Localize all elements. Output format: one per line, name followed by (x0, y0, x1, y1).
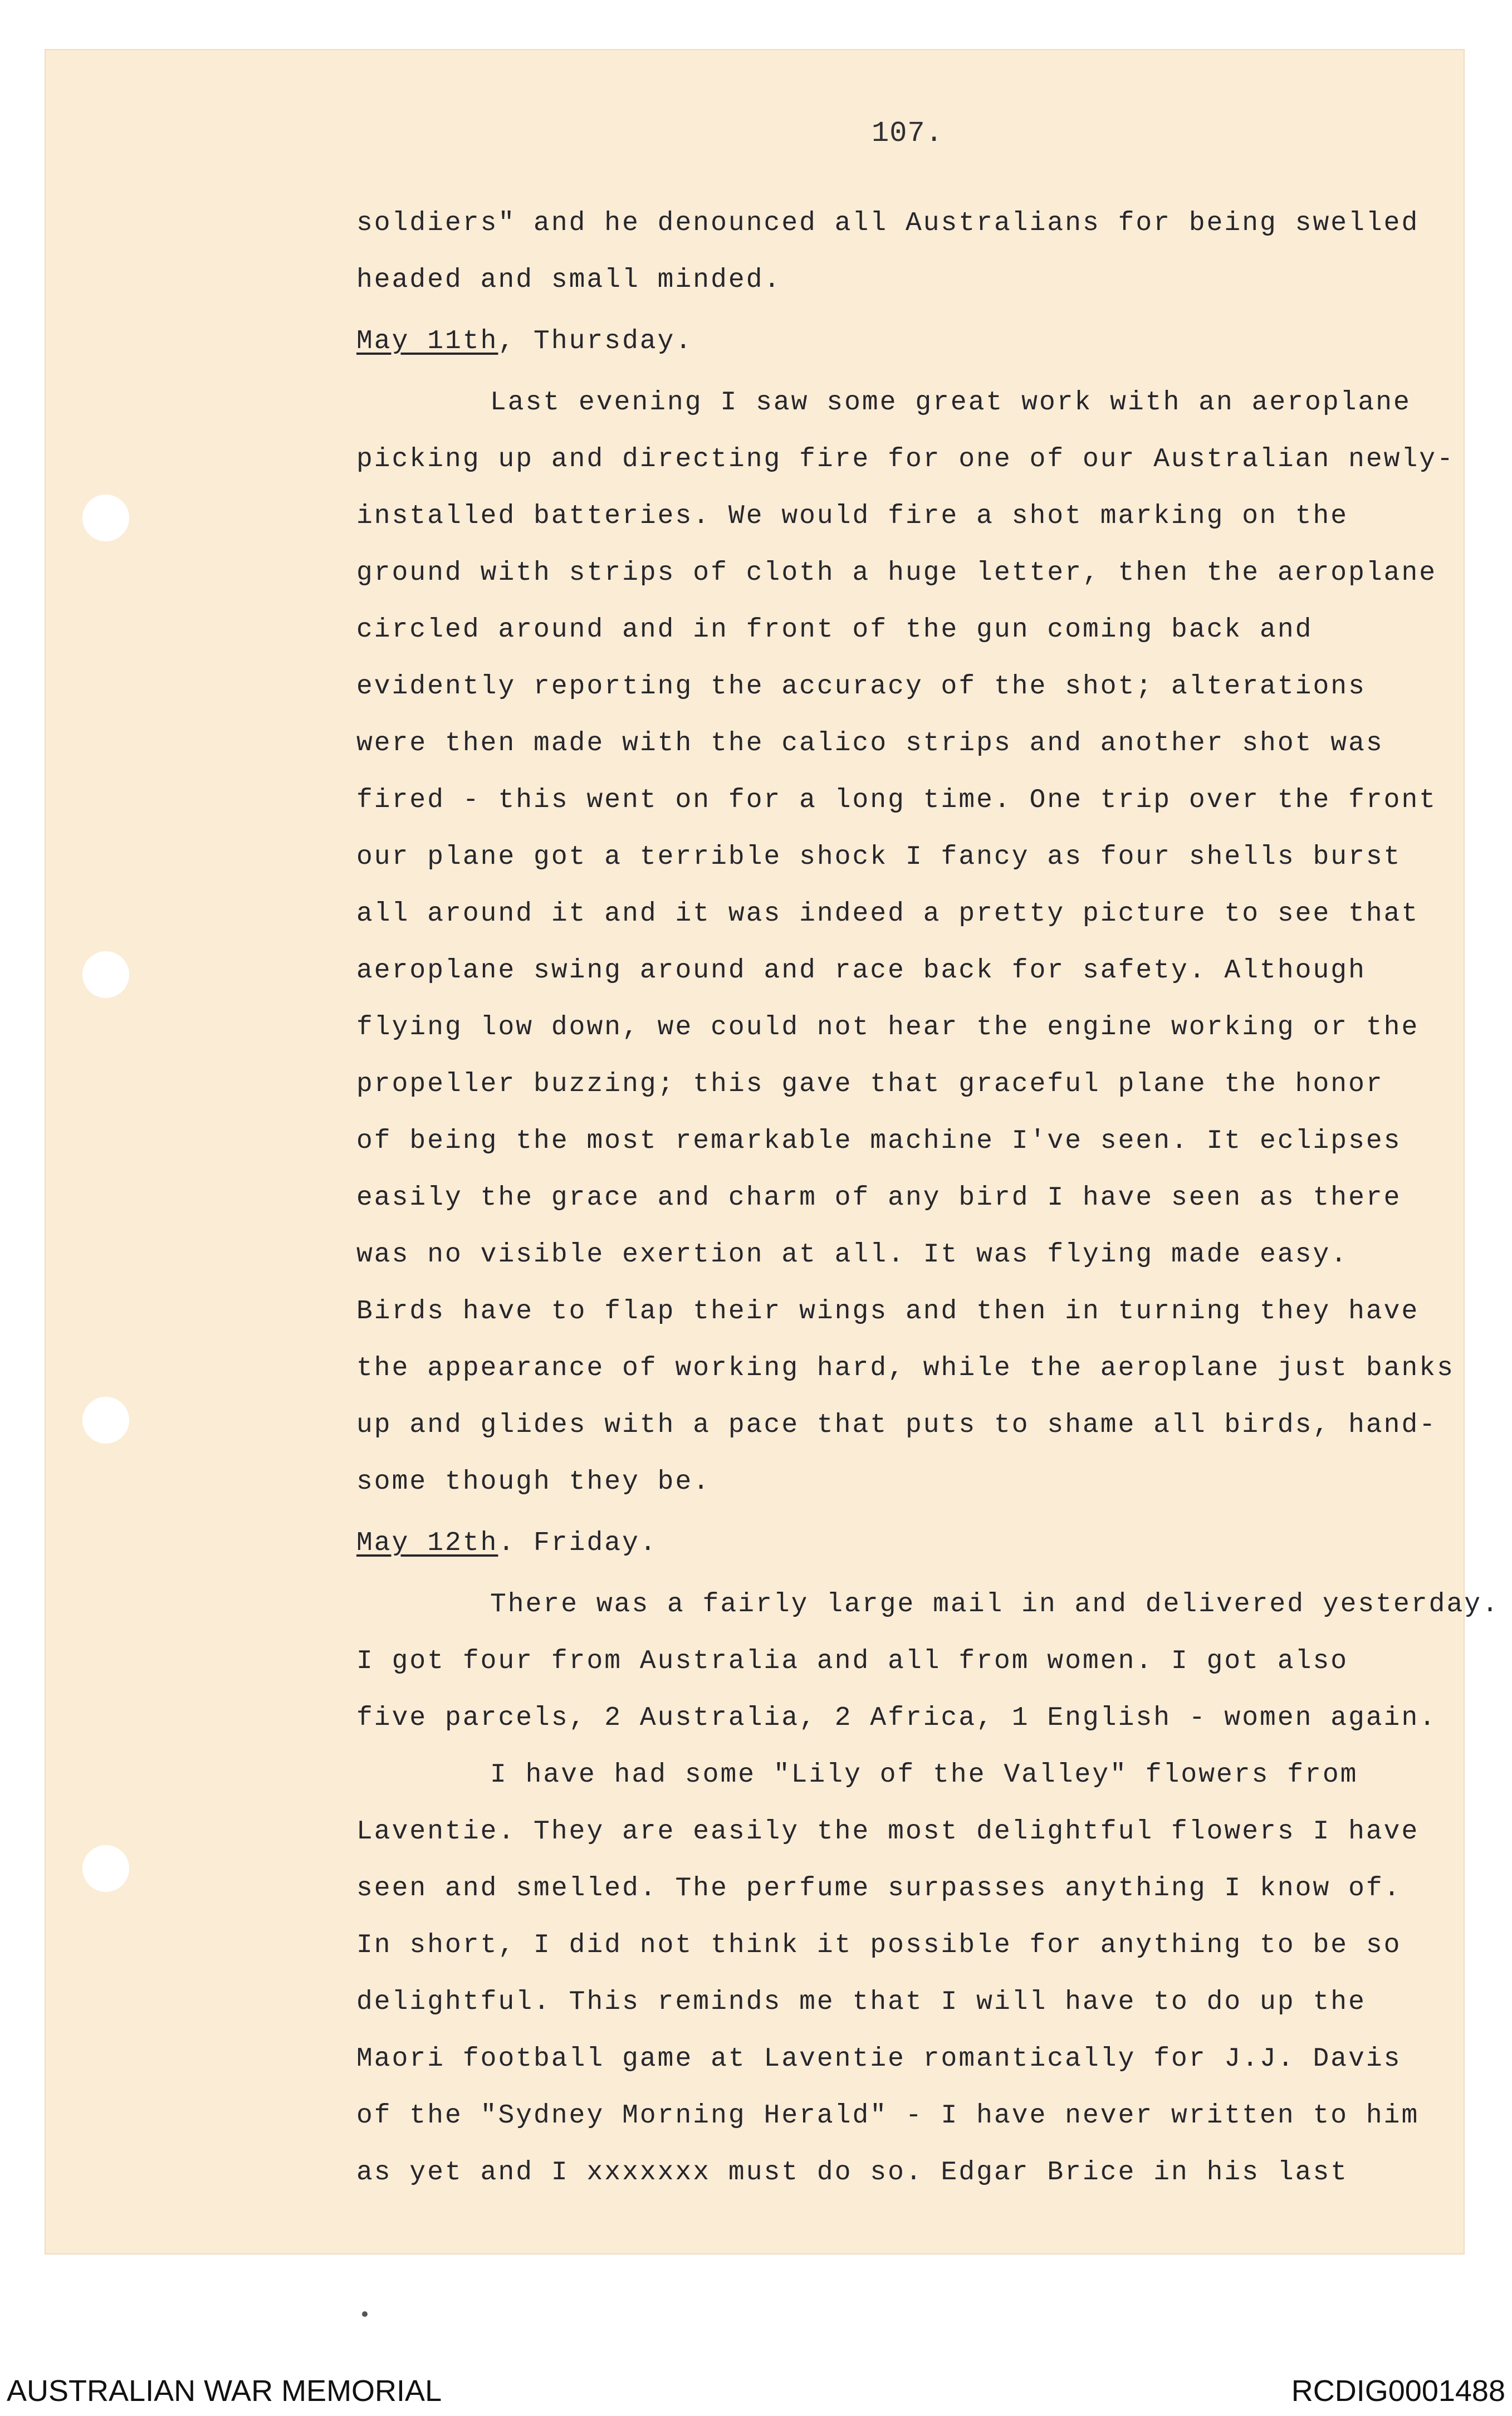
text-line: Laventie. They are easily the most delightful flowers I have (356, 1817, 1420, 1847)
text-line: up and glides with a pace that puts to shame all birds, hand- (356, 1410, 1437, 1440)
footer-archive-name: AUSTRALIAN WAR MEMORIAL (7, 2374, 442, 2408)
text-line: all around it and it was indeed a pretty picture to see that (356, 899, 1420, 929)
text-line: Maori football game at Laventie romantically for J.J. Davis (356, 2044, 1402, 2074)
date-weekday: . Friday. (498, 1528, 658, 1558)
text-line: Birds have to flap their wings and then in turning they have (356, 1297, 1420, 1327)
text-line: There was a fairly large mail in and delivered yesterday. (490, 1590, 1500, 1620)
text-line: installed batteries. We would fire a shot marking on the (356, 501, 1349, 531)
text-line: of being the most remarkable machine I've seen. It eclipses (356, 1126, 1402, 1156)
text-line: as yet and I xxxxxxx must do so. Edgar Brice in his last (356, 2158, 1349, 2188)
date-underlined: May 12th (356, 1528, 498, 1558)
typewritten-text (356, 195, 1500, 2201)
punch-hole (82, 1397, 129, 1444)
text-line: circled around and in front of the gun coming back and (356, 615, 1313, 645)
punch-hole (82, 495, 129, 541)
text-line: flying low down, we could not hear the engine working or the (356, 1013, 1420, 1043)
text-line: ground with strips of cloth a huge letter, then the aeroplane (356, 558, 1437, 588)
page-number: 107. (872, 117, 943, 150)
text-line: the appearance of working hard, while the aeroplane just banks (356, 1353, 1455, 1383)
text-line: were then made with the calico strips and another shot was (356, 728, 1384, 759)
text-line: I have had some "Lily of the Valley" flowers from (490, 1760, 1358, 1790)
text-line: our plane got a terrible shock I fancy as four shells burst (356, 842, 1402, 872)
punch-hole (82, 1845, 129, 1892)
text-line: In short, I did not think it possible for anything to be so (356, 1930, 1402, 1960)
text-line: five parcels, 2 Australia, 2 Africa, 1 English - women again. (356, 1703, 1437, 1733)
text-line: seen and smelled. The perfume surpasses anything I know of. (356, 1874, 1402, 1904)
text-line: aeroplane swing around and race back for safety. Although (356, 956, 1366, 986)
text-line: Last evening I saw some great work with an aeroplane (490, 388, 1411, 418)
text-line: delightful. This reminds me that I will have to do up the (356, 1987, 1366, 2017)
footer-record-id: RCDIG0001488 (1291, 2374, 1505, 2408)
text-line: soldiers" and he denounced all Australians for being swelled (356, 208, 1420, 238)
text-line: evidently reporting the accuracy of the shot; alterations (356, 672, 1366, 702)
text-line: I got four from Australia and all from women. I got also (356, 1646, 1349, 1676)
date-underlined: May 11th (356, 326, 498, 356)
text-line: of the "Sydney Morning Herald" - I have never written to him (356, 2101, 1420, 2131)
text-line: fired - this went on for a long time. One trip over the front (356, 785, 1437, 815)
text-line: easily the grace and charm of any bird I have seen as there (356, 1183, 1402, 1213)
text-line: propeller buzzing; this gave that graceful plane the honor (356, 1069, 1384, 1099)
text-line: was no visible exertion at all. It was flying made easy. (356, 1240, 1349, 1270)
text-line: headed and small minded. (356, 265, 782, 295)
diary-date-heading (356, 1510, 1465, 1576)
date-weekday: , Thursday. (498, 326, 693, 356)
diary-date-heading (356, 309, 1465, 374)
ink-speck (362, 2311, 368, 2317)
punch-hole (82, 951, 129, 998)
text-line: picking up and directing fire for one of our Australian newly- (356, 444, 1455, 475)
text-line: some though they be. (356, 1467, 711, 1497)
